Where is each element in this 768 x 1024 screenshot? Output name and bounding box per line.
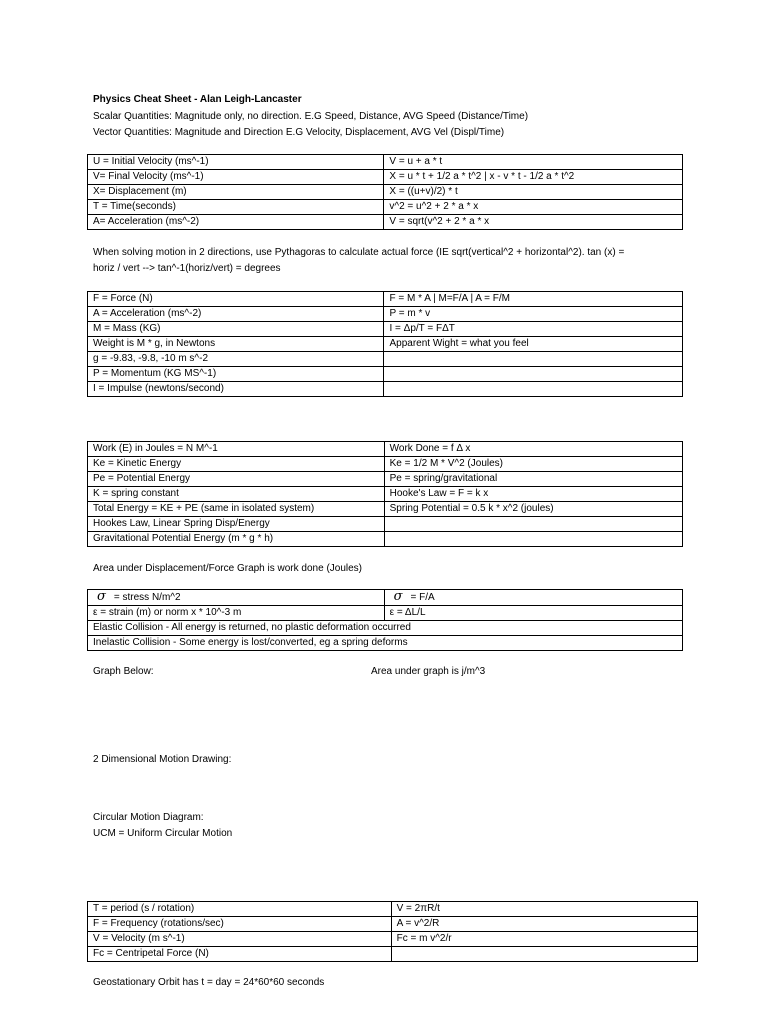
table-row bbox=[88, 337, 683, 352]
table-cell: Total Energy = KE + PE (same in isolated system) bbox=[88, 502, 385, 517]
table-cell: Elastic Collision - All energy is returned, no plastic deformation occurred bbox=[88, 621, 683, 636]
table-row bbox=[88, 532, 683, 547]
table-row bbox=[88, 621, 683, 636]
table-cell: Work Done = f Δ x bbox=[384, 442, 682, 457]
table-row bbox=[88, 307, 683, 322]
table-cell bbox=[88, 590, 385, 606]
table-row bbox=[88, 215, 683, 230]
motion-drawing-label: 2 Dimensional Motion Drawing: bbox=[93, 754, 232, 765]
table-row bbox=[88, 636, 683, 651]
table-cell: X = u * t + 1/2 a * t^2 | x - v * t - 1/2 a * t^2 bbox=[384, 170, 683, 185]
graph-below-label: Graph Below: bbox=[93, 666, 154, 677]
table-row bbox=[88, 322, 683, 337]
document-title: Physics Cheat Sheet - Alan Leigh-Lancaster bbox=[93, 94, 302, 105]
table-row bbox=[88, 932, 698, 947]
table-cell bbox=[384, 517, 682, 532]
area-graph-label: Area under graph is j/m^3 bbox=[371, 666, 486, 677]
table-cell: I = Δp/T = FΔT bbox=[384, 322, 683, 337]
table-cell: P = m * v bbox=[384, 307, 683, 322]
forces-table bbox=[87, 291, 683, 397]
table-row bbox=[88, 457, 683, 472]
table-row bbox=[88, 352, 683, 367]
table-cell: Gravitational Potential Energy (m * g * h) bbox=[88, 532, 385, 547]
stress-strain-table bbox=[87, 589, 683, 651]
table-cell: g = -9.83, -9.8, -10 m s^-2 bbox=[88, 352, 384, 367]
table-cell: U = Initial Velocity (ms^-1) bbox=[88, 155, 384, 170]
sigma-symbol: σ bbox=[393, 589, 403, 604]
table-cell bbox=[384, 532, 682, 547]
table-cell: Pe = spring/gravitational bbox=[384, 472, 682, 487]
table-row bbox=[88, 517, 683, 532]
table-row bbox=[88, 442, 683, 457]
table-cell: V = 2πR/t bbox=[391, 902, 697, 917]
table-cell: A= Acceleration (ms^-2) bbox=[88, 215, 384, 230]
table-row bbox=[88, 200, 683, 215]
table-cell: Ke = 1/2 M * V^2 (Joules) bbox=[384, 457, 682, 472]
kinematics-table bbox=[87, 154, 683, 230]
table-cell: ε = ΔL/L bbox=[384, 606, 682, 621]
table-cell: Hookes Law, Linear Spring Disp/Energy bbox=[88, 517, 385, 532]
table-row bbox=[88, 902, 698, 917]
table-row bbox=[88, 382, 683, 397]
motion-note-line-1: When solving motion in 2 directions, use Pythagoras to calculate actual force (IE sqrt(vertical^2 + horizontal^2). tan (x) = bbox=[93, 247, 625, 258]
table-cell: Inelastic Collision - Some energy is lost/converted, eg a spring deforms bbox=[88, 636, 683, 651]
table-cell: V = Velocity (m s^-1) bbox=[88, 932, 392, 947]
table-cell: A = Acceleration (ms^-2) bbox=[88, 307, 384, 322]
table-cell: Pe = Potential Energy bbox=[88, 472, 385, 487]
table-cell: Work (E) in Joules = N M^-1 bbox=[88, 442, 385, 457]
geostationary-note: Geostationary Orbit has t = day = 24*60*60 seconds bbox=[93, 977, 325, 988]
energy-table bbox=[87, 441, 683, 547]
table-cell: T = period (s / rotation) bbox=[88, 902, 392, 917]
table-cell: Hooke's Law = F = k x bbox=[384, 487, 682, 502]
table-cell: ε = strain (m) or norm x * 10^-3 m bbox=[88, 606, 385, 621]
table-row bbox=[88, 502, 683, 517]
table-cell: X= Displacement (m) bbox=[88, 185, 384, 200]
table-cell bbox=[391, 947, 697, 962]
table-cell bbox=[384, 352, 683, 367]
table-row bbox=[88, 367, 683, 382]
table-cell bbox=[384, 382, 683, 397]
circular-motion-label: Circular Motion Diagram: bbox=[93, 812, 204, 823]
table-cell bbox=[384, 367, 683, 382]
table-row bbox=[88, 487, 683, 502]
table-row bbox=[88, 185, 683, 200]
table-cell: T = Time(seconds) bbox=[88, 200, 384, 215]
table-cell: Fc = m v^2/r bbox=[391, 932, 697, 947]
stress-label: = stress N/m^2 bbox=[113, 592, 181, 603]
table-cell: Apparent Wight = what you feel bbox=[384, 337, 683, 352]
table-row bbox=[88, 155, 683, 170]
table-cell: Fc = Centripetal Force (N) bbox=[88, 947, 392, 962]
motion-note-line-2: horiz / vert --> tan^-1(horiz/vert) = degrees bbox=[93, 263, 281, 274]
table-cell: V = u + a * t bbox=[384, 155, 683, 170]
scalar-quantities-text: Scalar Quantities: Magnitude only, no direction. E.G Speed, Distance, AVG Speed (Distance/Time) bbox=[93, 111, 529, 122]
table-cell: F = M * A | M=F/A | A = F/M bbox=[384, 292, 683, 307]
table-cell bbox=[384, 590, 682, 606]
table-cell: v^2 = u^2 + 2 * a * x bbox=[384, 200, 683, 215]
table-cell: X = ((u+v)/2) * t bbox=[384, 185, 683, 200]
ucm-label: UCM = Uniform Circular Motion bbox=[93, 828, 233, 839]
table-row bbox=[88, 947, 698, 962]
area-note: Area under Displacement/Force Graph is work done (Joules) bbox=[93, 563, 363, 574]
table-cell: K = spring constant bbox=[88, 487, 385, 502]
vector-quantities-text: Vector Quantities: Magnitude and Direction E.G Velocity, Displacement, AVG Vel (Displ/Time) bbox=[93, 127, 505, 138]
table-row bbox=[88, 472, 683, 487]
table-cell: P = Momentum (KG MS^-1) bbox=[88, 367, 384, 382]
table-cell: V= Final Velocity (ms^-1) bbox=[88, 170, 384, 185]
table-row bbox=[88, 170, 683, 185]
table-cell: M = Mass (KG) bbox=[88, 322, 384, 337]
table-row bbox=[88, 292, 683, 307]
sigma-symbol: σ bbox=[97, 589, 106, 604]
table-cell: A = v^2/R bbox=[391, 917, 697, 932]
table-cell: F = Force (N) bbox=[88, 292, 384, 307]
table-cell: Ke = Kinetic Energy bbox=[88, 457, 385, 472]
table-row bbox=[88, 606, 683, 621]
stress-formula: = F/A bbox=[410, 592, 435, 603]
table-cell: I = Impulse (newtons/second) bbox=[88, 382, 384, 397]
table-cell: Spring Potential = 0.5 k * x^2 (joules) bbox=[384, 502, 682, 517]
table-cell: F = Frequency (rotations/sec) bbox=[88, 917, 392, 932]
table-row bbox=[88, 917, 698, 932]
table-cell: V = sqrt(v^2 + 2 * a * x bbox=[384, 215, 683, 230]
table-cell: Weight is M * g, in Newtons bbox=[88, 337, 384, 352]
table-row bbox=[88, 590, 683, 606]
circular-motion-table bbox=[87, 901, 698, 962]
